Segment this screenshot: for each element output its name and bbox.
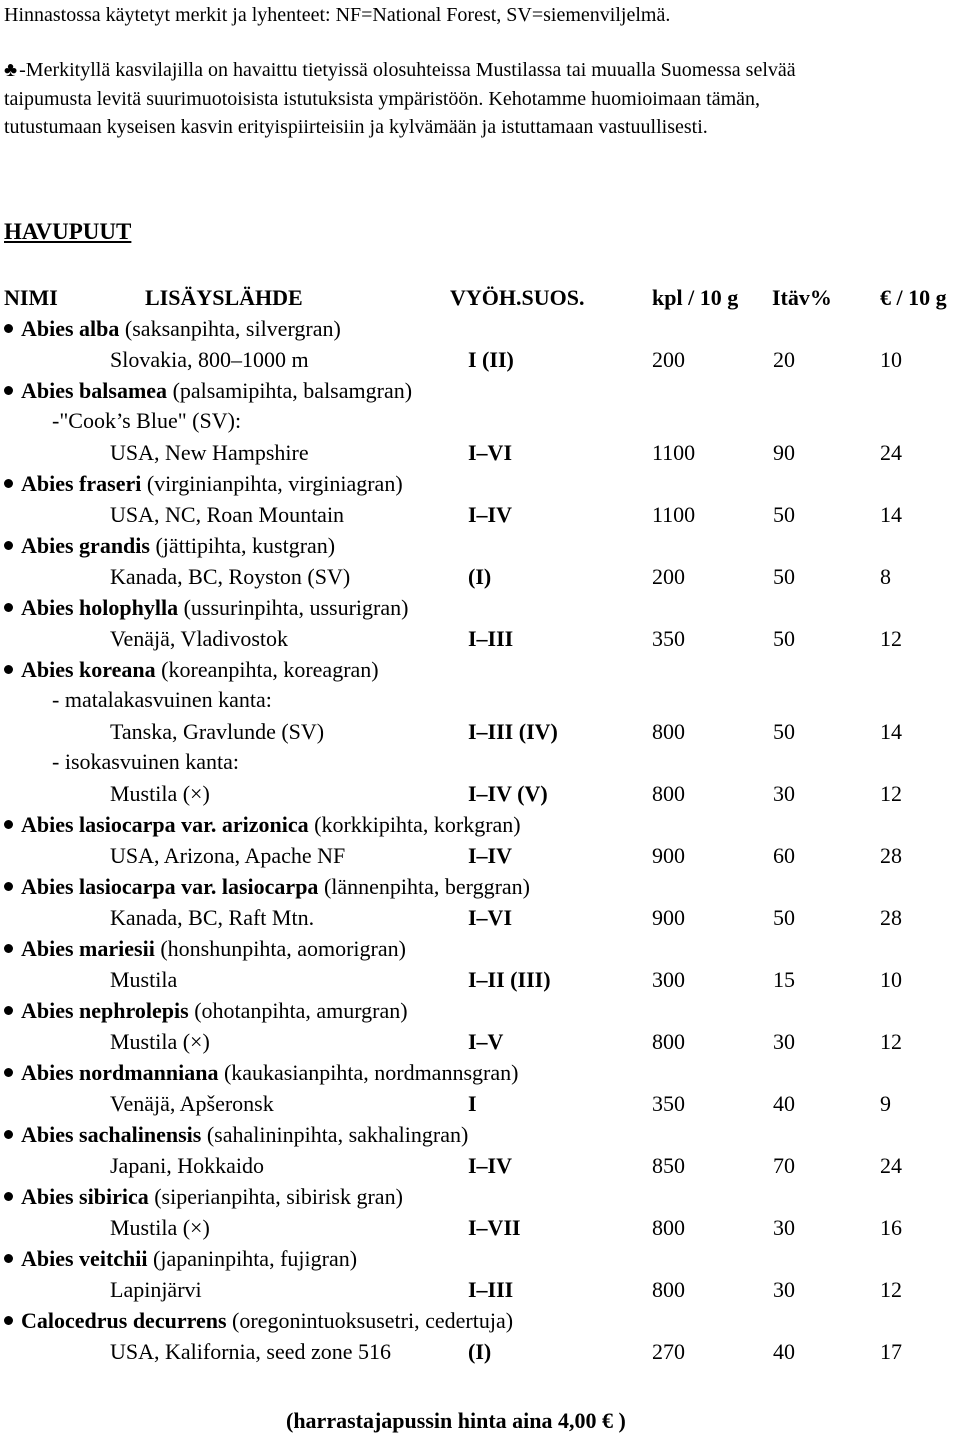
zone-cell: I–IV <box>468 1153 513 1178</box>
species-heading <box>4 473 403 495</box>
germination-cell: 40 <box>773 1339 795 1364</box>
source-cell: Mustila (×) <box>110 1029 210 1054</box>
bullet-icon <box>4 479 13 488</box>
species-latin-name: Abies veitchii <box>21 1246 148 1271</box>
price-cell: 12 <box>880 1029 902 1054</box>
species-heading <box>4 1248 357 1270</box>
bullet-icon <box>4 1254 13 1263</box>
zone-cell: I–III <box>468 626 514 651</box>
species-common-names: (virginianpihta, virginiagran) <box>141 471 403 496</box>
species-common-names: (oregonintuoksusetri, cedertuja) <box>226 1308 514 1333</box>
bullet-icon <box>4 944 13 953</box>
price-cell: 14 <box>880 719 902 744</box>
legend-line: Hinnastossa käytetyt merkit ja lyhenteet: NF=National Forest, SV=siemenviljelmä. <box>4 4 671 26</box>
variety-marker: var. <box>175 812 222 837</box>
seeds-per-10g-cell: 800 <box>652 719 685 744</box>
price-cell: 12 <box>880 626 902 651</box>
seeds-per-10g-cell: 200 <box>652 564 685 589</box>
source-cell: Venäjä, Apšeronsk <box>110 1091 274 1116</box>
zone-cell: I–III (IV) <box>468 719 558 744</box>
price-cell: 14 <box>880 502 902 527</box>
price-cell: 8 <box>880 564 891 589</box>
bullet-icon <box>4 1006 13 1015</box>
bullet-icon <box>4 1316 13 1325</box>
species-common-names: (ohotanpihta, amurgran) <box>188 998 408 1023</box>
species-heading <box>4 1310 513 1332</box>
species-latin-name: Abies nordmanniana <box>21 1060 219 1085</box>
germination-cell: 30 <box>773 1215 795 1240</box>
germination-cell: 90 <box>773 440 795 465</box>
bullet-icon <box>4 665 13 674</box>
col-header-name: NIMI <box>4 285 58 310</box>
species-common-names: (ussurinpihta, ussurigran) <box>178 595 409 620</box>
source-cell: Venäjä, Vladivostok <box>110 626 289 651</box>
species-latin-name: Abies sachalinensis <box>21 1122 202 1147</box>
zone-cell: (I) <box>468 1339 492 1364</box>
germination-cell: 70 <box>773 1153 795 1178</box>
germination-cell: 50 <box>773 564 795 589</box>
bullet-icon <box>4 1130 13 1139</box>
club-icon: ♣ <box>4 59 18 81</box>
zone-cell: I (II) <box>468 347 514 372</box>
species-heading <box>4 1124 468 1146</box>
section-title: HAVUPUUT <box>4 219 132 244</box>
species-common-names: (koreanpihta, koreagran) <box>155 657 379 682</box>
source-cell: Mustila (×) <box>110 1215 210 1240</box>
bullet-icon <box>4 386 13 395</box>
species-common-names: (jättipihta, kustgran) <box>149 533 336 558</box>
species-heading <box>4 535 335 557</box>
seeds-per-10g-cell: 900 <box>652 905 685 930</box>
species-common-names: (lännenpihta, berggran) <box>318 874 531 899</box>
species-latin-name: Abies balsamea <box>21 378 168 403</box>
zone-cell: I–V <box>468 1029 504 1054</box>
variety-marker: var. <box>175 874 222 899</box>
price-cell: 28 <box>880 905 902 930</box>
seeds-per-10g-cell: 350 <box>652 626 685 651</box>
germination-cell: 15 <box>773 967 795 992</box>
species-latin-name: Abies koreana <box>21 657 156 682</box>
species-heading <box>4 876 530 898</box>
col-header-source: LISÄYSLÄHDE <box>145 285 303 310</box>
species-common-names: (honshunpihta, aomorigran) <box>154 936 406 961</box>
footer-price-note: (harrastajapussin hinta aina 4,00 € ) <box>286 1408 626 1433</box>
price-cell: 10 <box>880 347 902 372</box>
variety-name: lasiocarpa <box>221 874 319 899</box>
price-cell: 16 <box>880 1215 902 1240</box>
col-header-price: € / 10 g <box>880 285 947 310</box>
germination-cell: 50 <box>773 626 795 651</box>
germination-cell: 30 <box>773 781 795 806</box>
species-latin-name: Calocedrus decurrens <box>21 1308 227 1333</box>
zone-cell: I–III <box>468 1277 514 1302</box>
source-cell: Lapinjärvi <box>110 1277 202 1302</box>
seeds-per-10g-cell: 800 <box>652 1029 685 1054</box>
bullet-icon <box>4 1068 13 1077</box>
germination-cell: 50 <box>773 905 795 930</box>
invasive-note-line: taipumusta levitä suurimuotoisista istutuksista ympäristöön. Kehotamme huomioimaan tämän, <box>4 88 761 110</box>
germination-cell: 40 <box>773 1091 795 1116</box>
price-cell: 28 <box>880 843 902 868</box>
species-common-names: (kaukasianpihta, nordmannsgran) <box>218 1060 519 1085</box>
source-cell: USA, Kalifornia, seed zone 516 <box>110 1339 392 1364</box>
seeds-per-10g-cell: 1100 <box>652 440 696 465</box>
species-common-names: (japaninpihta, fujigran) <box>147 1246 358 1271</box>
species-latin-name: Abies fraseri <box>21 471 142 496</box>
zone-cell: I–IV <box>468 843 513 868</box>
zone-cell: I–IV <box>468 502 513 527</box>
species-latin-name: Abies alba <box>21 316 120 341</box>
bullet-icon <box>4 603 13 612</box>
zone-cell: I–IV (V) <box>468 781 548 806</box>
species-latin-name: Abies grandis <box>21 533 150 558</box>
species-latin-name: Abies sibirica <box>21 1184 149 1209</box>
seeds-per-10g-cell: 350 <box>652 1091 685 1116</box>
species-latin-name: Abies nephrolepis <box>21 998 189 1023</box>
germination-cell: 50 <box>773 719 795 744</box>
germination-cell: 60 <box>773 843 795 868</box>
zone-cell: I <box>468 1091 477 1116</box>
seeds-per-10g-cell: 800 <box>652 1277 685 1302</box>
species-latin-name: Abies lasiocarpa <box>21 874 176 899</box>
species-heading <box>4 1186 403 1208</box>
seeds-per-10g-cell: 1100 <box>652 502 696 527</box>
invasive-note-line: ♣ -Merkityllä kasvilajilla on havaittu tietyissä olosuhteissa Mustilassa tai muualla Suomessa selvää <box>4 59 796 81</box>
source-cell: USA, Arizona, Apache NF <box>110 843 346 868</box>
invasive-note-line: tutustumaan kyseisen kasvin erityispiirteisiin ja kylvämään ja istuttamaan vastuullisesti. <box>4 116 708 138</box>
species-common-names: (palsamipihta, balsamgran) <box>167 378 413 403</box>
price-cell: 10 <box>880 967 902 992</box>
seeds-per-10g-cell: 800 <box>652 1215 685 1240</box>
species-heading <box>4 814 521 836</box>
bullet-icon <box>4 324 13 333</box>
seeds-per-10g-cell: 200 <box>652 347 685 372</box>
zone-cell: I–VII <box>468 1215 521 1240</box>
zone-cell: (I) <box>468 564 492 589</box>
species-heading <box>4 659 379 681</box>
seeds-per-10g-cell: 850 <box>652 1153 685 1178</box>
source-cell: USA, New Hampshire <box>110 440 309 465</box>
germination-cell: 30 <box>773 1029 795 1054</box>
source-cell: Japani, Hokkaido <box>110 1153 264 1178</box>
variety-name: arizonica <box>221 812 309 837</box>
species-heading <box>4 318 341 340</box>
seeds-per-10g-cell: 270 <box>652 1339 685 1364</box>
seeds-per-10g-cell: 800 <box>652 781 685 806</box>
bullet-icon <box>4 1192 13 1201</box>
species-common-names: (sahalininpihta, sakhalingran) <box>201 1122 469 1147</box>
source-cell: USA, NC, Roan Mountain <box>110 502 345 527</box>
species-heading <box>4 1000 408 1022</box>
species-heading <box>4 938 406 960</box>
zone-cell: I–VI <box>468 905 513 930</box>
species-heading <box>4 1062 518 1084</box>
cultivar-label: -"Cook’s Blue" (SV): <box>52 408 242 433</box>
seeds-per-10g-cell: 300 <box>652 967 685 992</box>
zone-cell: I–VI <box>468 440 513 465</box>
germination-cell: 30 <box>773 1277 795 1302</box>
source-cell: Kanada, BC, Royston (SV) <box>110 564 351 589</box>
species-common-names: (siperianpihta, sibirisk gran) <box>148 1184 403 1209</box>
price-cell: 24 <box>880 440 902 465</box>
species-common-names: (korkkipihta, korkgran) <box>308 812 521 837</box>
species-latin-name: Abies mariesii <box>21 936 155 961</box>
price-cell: 17 <box>880 1339 902 1364</box>
bullet-icon <box>4 541 13 550</box>
strain-label: - matalakasvuinen kanta: <box>52 687 272 712</box>
price-cell: 12 <box>880 1277 902 1302</box>
source-cell: Mustila <box>110 967 178 992</box>
seeds-per-10g-cell: 900 <box>652 843 685 868</box>
species-heading <box>4 597 408 619</box>
source-cell: Mustila (×) <box>110 781 210 806</box>
species-common-names: (saksanpihta, silvergran) <box>119 316 341 341</box>
zone-cell: I–II (III) <box>468 967 551 992</box>
bullet-icon <box>4 820 13 829</box>
source-cell: Tanska, Gravlunde (SV) <box>110 719 325 744</box>
source-cell: Slovakia, 800–1000 m <box>110 347 309 372</box>
strain-label: - isokasvuinen kanta: <box>52 749 239 774</box>
col-header-zone: VYÖH.SUOS. <box>450 285 585 310</box>
species-latin-name: Abies holophylla <box>21 595 179 620</box>
price-cell: 24 <box>880 1153 902 1178</box>
source-cell: Kanada, BC, Raft Mtn. <box>110 905 315 930</box>
col-header-seeds: kpl / 10 g <box>652 285 739 310</box>
germination-cell: 20 <box>773 347 795 372</box>
germination-cell: 50 <box>773 502 795 527</box>
species-latin-name: Abies lasiocarpa <box>21 812 176 837</box>
price-cell: 12 <box>880 781 902 806</box>
price-cell: 9 <box>880 1091 891 1116</box>
col-header-germination: Itäv% <box>772 285 832 310</box>
bullet-icon <box>4 882 13 891</box>
species-heading <box>4 380 412 402</box>
